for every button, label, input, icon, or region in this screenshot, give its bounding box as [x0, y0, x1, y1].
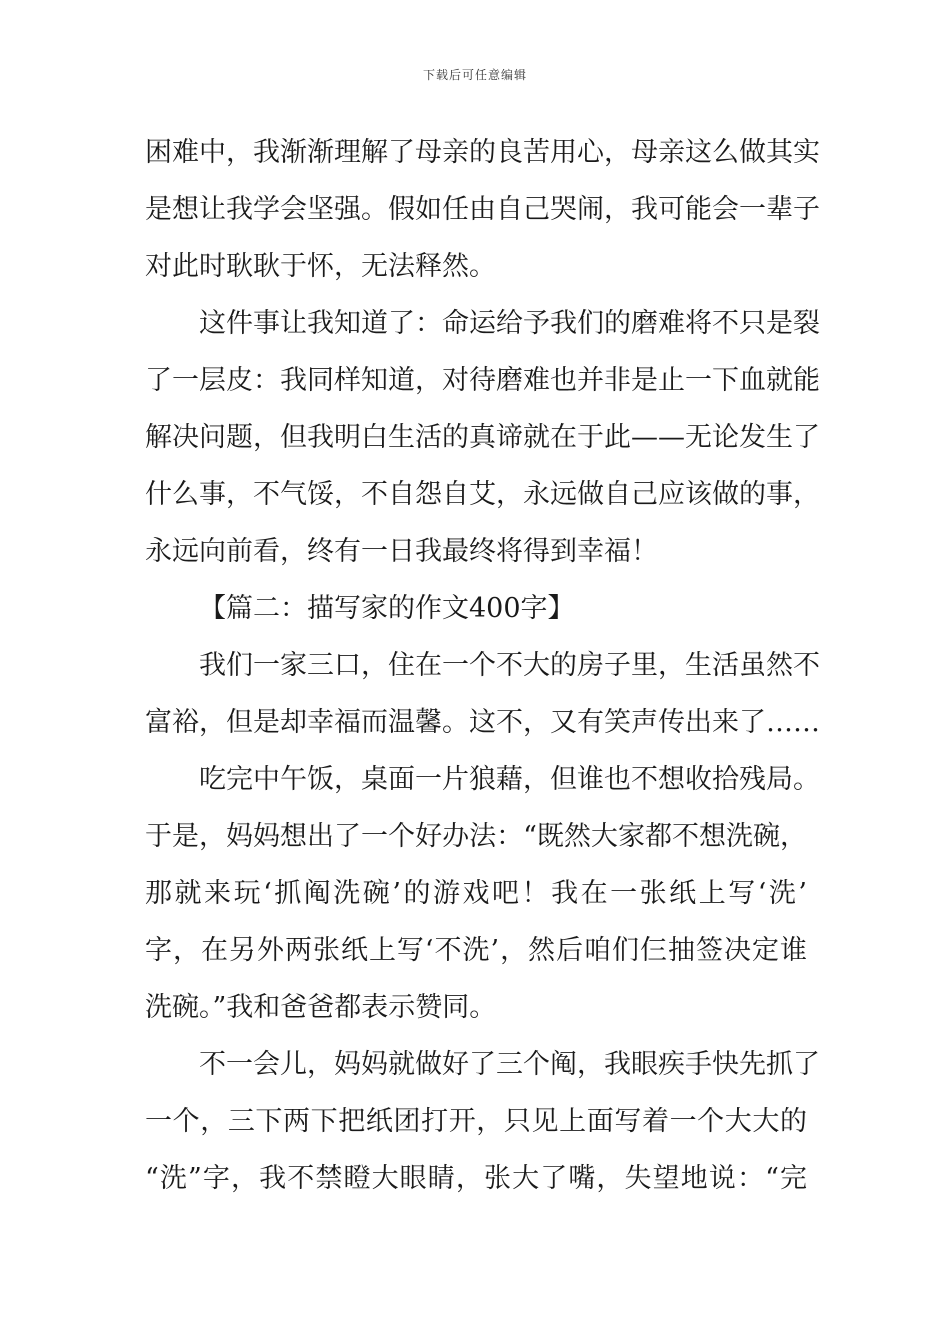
- text-line: 什么事，不气馁，不自怨自艾，永远做自己应该做的事，: [145, 479, 820, 510]
- text-line: 一个，三下两下把纸团打开，只见上面写着一个大大的: [145, 1106, 807, 1137]
- text-line: 富裕，但是却幸福而温馨。这不，又有笑声传出来了……: [145, 707, 820, 738]
- text-line: 了一层皮：我同样知道，对待磨难也并非是止一下血就能: [145, 365, 820, 396]
- document-body: [145, 124, 820, 1207]
- text-line: 洗碗。”我和爸爸都表示赞同。: [145, 992, 497, 1023]
- section-heading: 【篇二：描写家的作文400字】: [199, 593, 575, 624]
- text-line: 解决问题，但我明白生活的真谛就在于此——无论发生了: [145, 422, 820, 453]
- page-header: 下载后可任意编辑: [422, 68, 527, 82]
- paragraph-first-line: 吃完中午饭，桌面一片狼藉，但谁也不想收拾残局。: [199, 764, 820, 795]
- paragraph-first-line: 不一会儿，妈妈就做好了三个阄，我眼疾手快先抓了: [199, 1049, 820, 1080]
- text-line: 对此时耿耿于怀，无法释然。: [145, 251, 496, 282]
- text-line: 字，在另外两张纸上写‘不洗’，然后咱们仨抽签决定谁: [145, 935, 807, 966]
- paragraph-first-line: 我们一家三口，住在一个不大的房子里，生活虽然不: [199, 650, 820, 681]
- text-line: 于是，妈妈想出了一个好办法：“既然大家都不想洗碗，: [145, 821, 807, 852]
- text-line: 困难中，我渐渐理解了母亲的良苦用心，母亲这么做其实: [145, 137, 820, 168]
- text-line: 是想让我学会坚强。假如任由自己哭闹，我可能会一辈子: [145, 194, 820, 225]
- text-line: “洗”字，我不禁瞪大眼睛，张大了嘴，失望地说：“完: [145, 1163, 807, 1194]
- text-line: 永远向前看，终有一日我最终将得到幸福！: [145, 536, 658, 567]
- text-line: 那就来玩‘抓阄洗碗’的游戏吧！我在一张纸上写‘洗’: [145, 878, 807, 909]
- paragraph-first-line: 这件事让我知道了：命运给予我们的磨难将不只是裂: [199, 308, 820, 339]
